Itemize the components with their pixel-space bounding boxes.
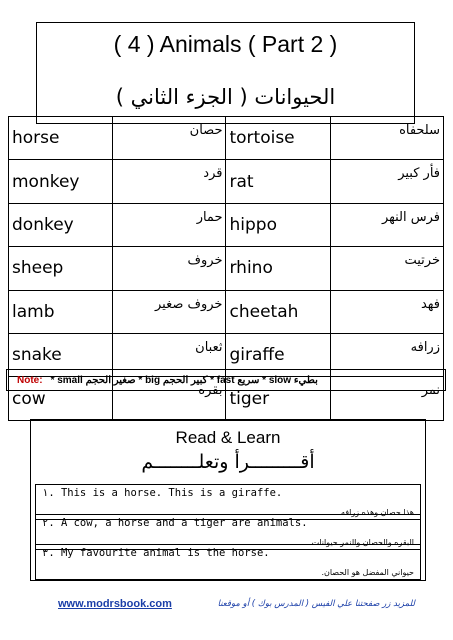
vocab-word-en: cow (9, 377, 113, 420)
vocab-word-ar: قرد (113, 160, 226, 203)
vocab-word-ar: فهد (330, 290, 443, 333)
vocab-word-ar: سلحفاه (330, 117, 443, 160)
page-title: ( 4 ) Animals ( Part 2 ) (113, 31, 338, 57)
read-learn-box (30, 419, 426, 581)
vocab-word-en: tiger (226, 377, 330, 420)
sentence-3-ar: حيواني المفضل هو الحصان. (321, 568, 414, 577)
vocab-word-ar: حمار (113, 203, 226, 246)
vocab-word-en: hippo (226, 203, 330, 246)
vocab-word-ar: نمر (330, 377, 443, 420)
vocab-word-en: tortoise (226, 117, 330, 160)
vocab-word-en: rat (226, 160, 330, 203)
vocab-word-ar: خروف صغير (113, 290, 226, 333)
vocab-word-en: snake (9, 333, 113, 376)
vocab-row (9, 247, 444, 290)
vocab-word-ar: زرافه (330, 333, 443, 376)
vocab-row (9, 160, 444, 203)
vocab-word-en: rhino (226, 247, 330, 290)
vocab-word-en: horse (9, 117, 113, 160)
sentence-1-en: ١. This is a horse. This is a giraffe. (42, 487, 283, 499)
vocab-word-ar: فرس النهر (330, 203, 443, 246)
vocab-row (9, 290, 444, 333)
vocab-row (9, 117, 444, 160)
sentence-2-en: ٢. A cow, a horse and a tiger are animals. (42, 517, 308, 529)
website-link[interactable]: www.modrsbook.com (58, 598, 172, 610)
vocab-word-en: giraffe (226, 333, 330, 376)
vocab-word-ar: بقره (113, 377, 226, 420)
vocab-row (9, 203, 444, 246)
vocab-word-ar: حصان (113, 117, 226, 160)
vocab-word-ar: خروف (113, 247, 226, 290)
sentence-2-ar: البقره والحصان والنمر حيوانات. (309, 538, 414, 547)
vocab-word-ar: فأر كبير (330, 160, 443, 203)
vocab-word-en: sheep (9, 247, 113, 290)
sentence-3 (35, 544, 421, 580)
footer-arabic-text: للمزيد زر صفحتنا علي الفيس ( المدرس بوك ) أو موقعنا (217, 599, 415, 609)
note-label: Note: (17, 374, 43, 386)
read-learn-title: Read & Learn (175, 428, 281, 447)
vocab-word-en: cheetah (226, 290, 330, 333)
read-learn-arabic-title: أقـــــــــرأ وتعلــــــــم (141, 451, 315, 473)
vocab-word-en: monkey (9, 160, 113, 203)
page-title-arabic: الحيوانات ( الجزء الثاني ) (115, 85, 336, 109)
vocab-word-ar: خرتيت (330, 247, 443, 290)
vocab-word-en: lamb (9, 290, 113, 333)
vocab-word-ar: ثعبان (113, 333, 226, 376)
title-box (36, 22, 415, 124)
sentence-3-en: ٣. My favourite animal is the horse. (42, 547, 270, 559)
sentence-1-ar: هذا حصان وهذه زرافه. (338, 508, 414, 517)
footer (0, 598, 453, 614)
note-text: * small صغير الحجم * big كبير الحجم * fast سريع * slow بطيء (50, 374, 318, 386)
vocab-word-en: donkey (9, 203, 113, 246)
note-bar (6, 369, 446, 391)
